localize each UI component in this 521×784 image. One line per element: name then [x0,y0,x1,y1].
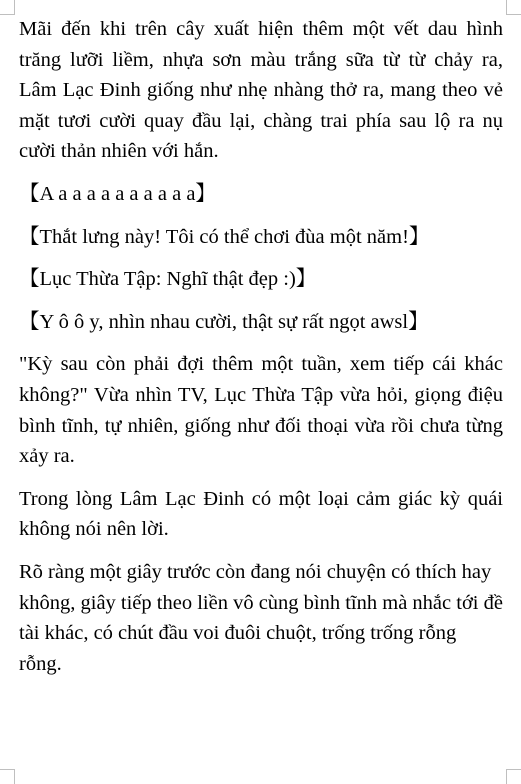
bullet-comment: 【A a a a a a a a a a a】 [19,182,216,205]
bullet-comment: 【Thắt lưng này! Tôi có thể chơi đùa một năm!】 [19,225,430,248]
bullet-comment: 【Y ô ô y, nhìn nhau cười, thật sự rất ngọt awsl】 [19,310,429,333]
document-body [19,14,503,691]
crop-mark-bottom-right [506,769,521,784]
bullet-comment: 【Lục Thừa Tập: Nghĩ thật đẹp :)】 [19,268,317,291]
paragraph-narration: Mãi đến khi trên cây xuất hiện thêm một vết dau hình trăng lưỡi liềm, nhựa sơn màu trắng sữa từ từ chảy ra, Lâm Lạc Đinh giống như nhẹ nhàng thở ra, mang theo vẻ mặt tươi cười quay đầu lại, chàng trai phía sau lộ ra nụ cười thản nhiên với hắn. [19,18,503,163]
crop-mark-bottom-left [0,769,15,784]
paragraph-narration: Rõ ràng một giây trước còn đang nói chuyện có thích hay không, giây tiếp theo liền vô cùng bình tĩnh mà nhắc tới đề tài khác, có chút đầu voi đuôi chuột, trống trống rỗng rỗng. [19,560,503,675]
paragraph-narration: Trong lòng Lâm Lạc Đinh có một loại cảm giác kỳ quái không nói nên lời. [19,487,503,541]
crop-mark-top-right [506,0,521,15]
crop-mark-top-left [0,0,15,15]
paragraph-dialogue: "Kỳ sau còn phải đợi thêm một tuần, xem tiếp cái khác không?" Vừa nhìn TV, Lục Thừa Tập vừa hỏi, giọng điệu bình tĩnh, tự nhiên, giống như đối thoại vừa rồi chưa từng xảy ra. [19,353,503,468]
